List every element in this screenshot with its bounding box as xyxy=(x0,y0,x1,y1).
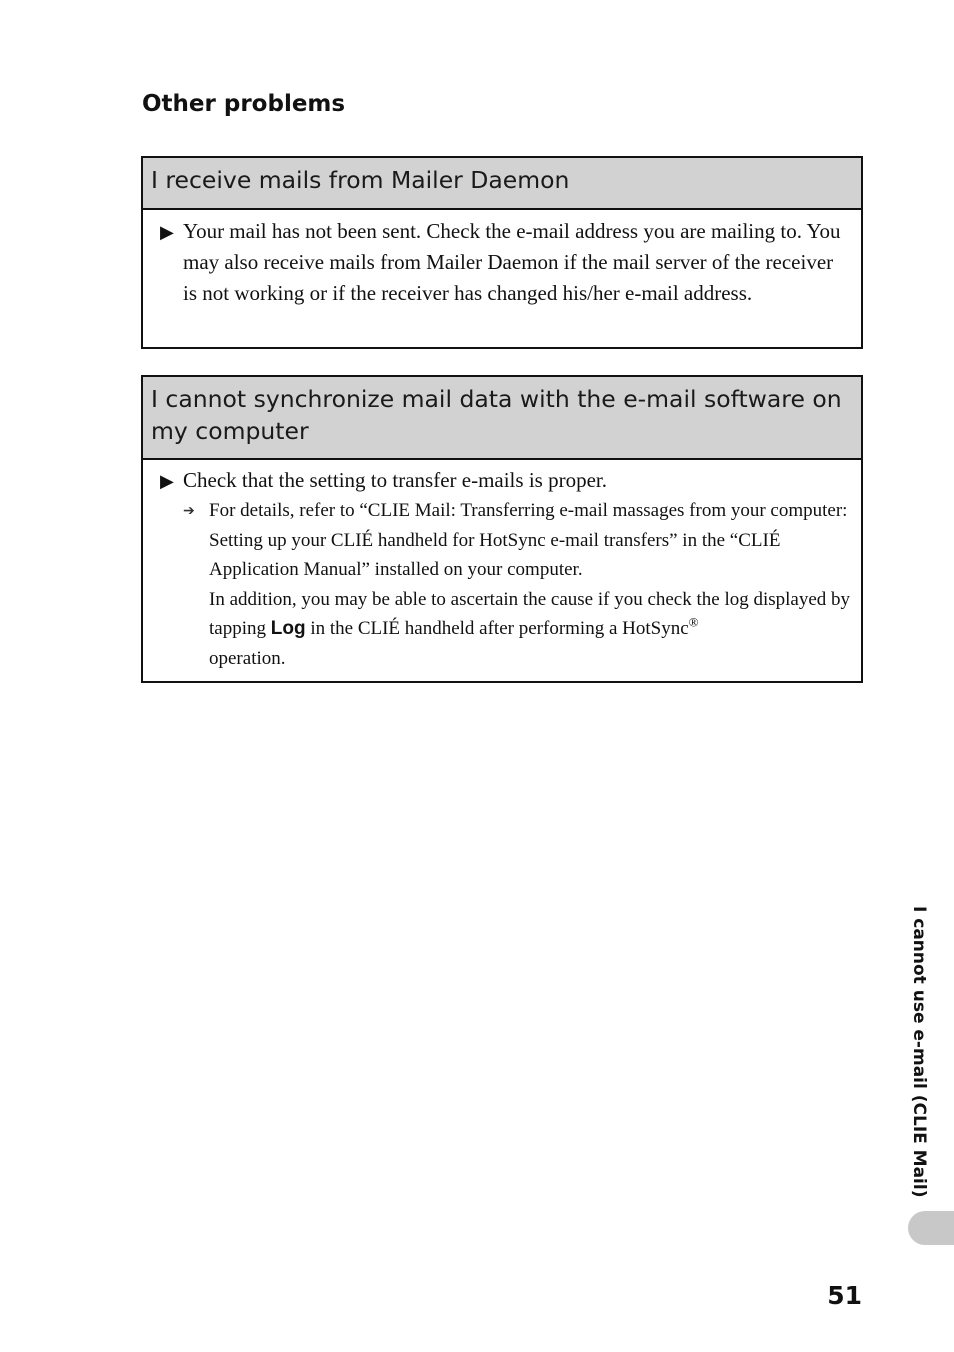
triangle-bullet-icon: ▶ xyxy=(160,471,174,491)
log-hint-text-after: in the CLIÉ handheld after performing a HotSync xyxy=(305,618,689,639)
section-heading: Other problems xyxy=(142,91,346,117)
log-hint-text-end: operation. xyxy=(209,647,286,669)
reference-note xyxy=(209,496,851,673)
problem-box-sync xyxy=(141,375,863,683)
triangle-bullet-icon: ▶ xyxy=(160,222,174,242)
registered-mark: ® xyxy=(688,614,699,630)
problem-box-mailer-daemon xyxy=(141,156,863,349)
problem-title: I receive mails from Mailer Daemon xyxy=(143,158,861,210)
chapter-side-label: I cannot use e-mail (CLIE Mail) xyxy=(909,906,929,1198)
solution-text: Check that the setting to transfer e-mails is proper. xyxy=(183,468,607,492)
log-button-label: Log xyxy=(270,618,306,639)
arrow-right-icon: ➔ xyxy=(183,504,195,519)
log-hint-text-before: In addition, you may be able to ascertain the cause if you check the log displayed by tapping xyxy=(209,588,851,639)
page-number: 51 xyxy=(827,1281,862,1310)
solution-text: Your mail has not been sent. Check the e-mail address you are mailing to. You may also receive mails from Mailer Daemon if the mail server of the receiver is not working or if the receiver has changed his/her e-mail address. xyxy=(183,219,841,305)
reference-text: For details, refer to “CLIE Mail: Transferring e-mail massages from your computer: Setting up your CLIÉ handheld for HotSync e-mail transfers” in the “CLIÉ Application Manual” installed on your computer. xyxy=(209,500,848,580)
problem-title: I cannot synchronize mail data with the e-mail software on my computer xyxy=(143,377,861,460)
